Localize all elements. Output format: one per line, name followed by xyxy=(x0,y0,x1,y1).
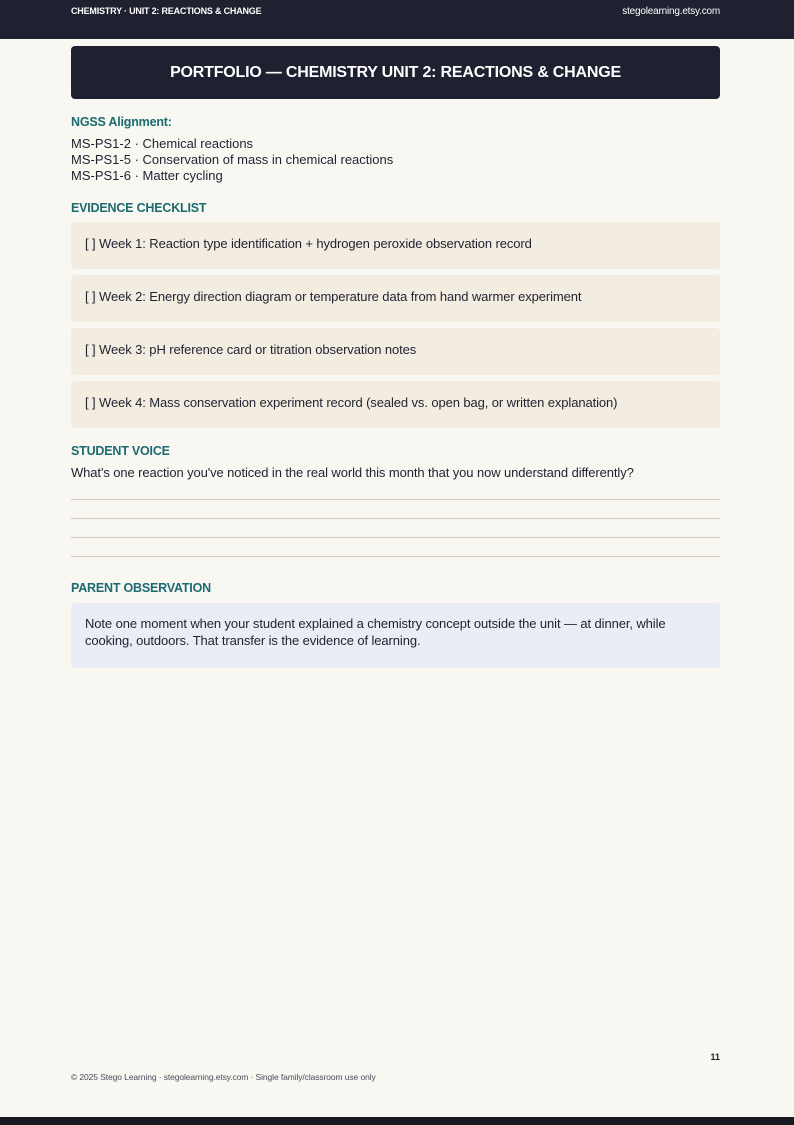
checklist-item xyxy=(71,381,720,428)
parent-observation-heading: PARENT OBSERVATION xyxy=(71,581,211,595)
ngss-heading: NGSS Alignment: xyxy=(71,115,172,129)
checklist-item-text: [ ] Week 3: pH reference card or titration observation notes xyxy=(85,342,417,357)
parent-observation-text: Note one moment when your student explained a chemistry concept outside the unit — at dinner, while cooking, outdoors. That transfer is the evidence of learning. xyxy=(85,616,666,648)
writing-line xyxy=(71,556,720,557)
writing-line xyxy=(71,518,720,519)
header-website: stegolearning.etsy.com xyxy=(622,6,720,17)
evidence-checklist-heading: EVIDENCE CHECKLIST xyxy=(71,201,207,215)
writing-line xyxy=(71,537,720,538)
student-voice-prompt: What's one reaction you've noticed in the real world this month that you now understand differently? xyxy=(71,465,634,480)
checklist-item-text: [ ] Week 2: Energy direction diagram or temperature data from hand warmer experiment xyxy=(85,289,582,304)
page-number: 11 xyxy=(710,1052,720,1062)
page-title: PORTFOLIO — CHEMISTRY UNIT 2: REACTIONS & CHANGE xyxy=(170,63,621,81)
ngss-standard: MS-PS1-2 · Chemical reactions xyxy=(71,136,254,151)
checklist-item xyxy=(71,328,720,375)
checklist-item xyxy=(71,222,720,269)
writing-line xyxy=(71,499,720,500)
checklist-item-text: [ ] Week 4: Mass conservation experiment record (sealed vs. open bag, or written explanation) xyxy=(85,395,618,410)
bottom-bar xyxy=(0,1117,794,1125)
checklist-item-text: [ ] Week 1: Reaction type identification + hydrogen peroxide observation record xyxy=(85,236,532,251)
ngss-standard: MS-PS1-6 · Matter cycling xyxy=(71,168,223,183)
footer-copyright: © 2025 Stego Learning · stegolearning.etsy.com · Single family/classroom use only xyxy=(71,1072,376,1082)
student-voice-heading: STUDENT VOICE xyxy=(71,444,170,458)
top-header-bar xyxy=(0,0,794,39)
page-title-banner xyxy=(71,46,720,99)
parent-observation-box xyxy=(71,603,720,668)
header-unit-label: CHEMISTRY · UNIT 2: REACTIONS & CHANGE xyxy=(71,6,262,16)
checklist-item xyxy=(71,275,720,322)
ngss-standard: MS-PS1-5 · Conservation of mass in chemical reactions xyxy=(71,152,394,167)
